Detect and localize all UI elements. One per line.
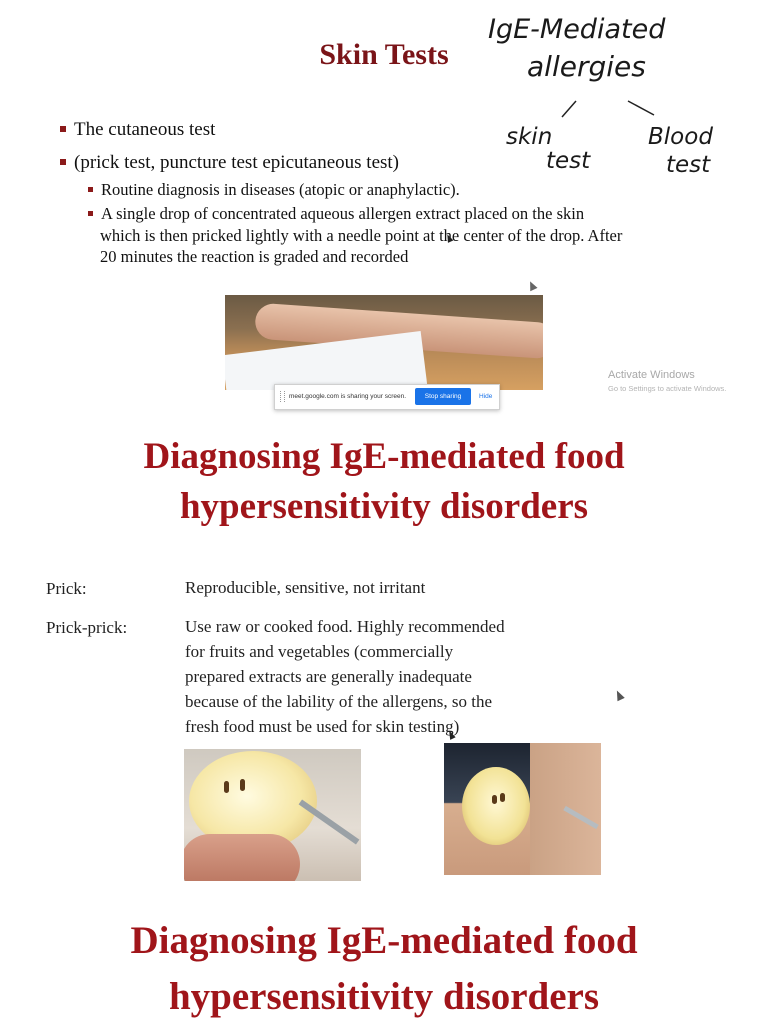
slide3-title-line1: Diagnosing IgE-mediated food: [130, 919, 638, 962]
handwriting-skin-test: test: [546, 148, 591, 174]
apple-prick-photo-1: [184, 749, 361, 881]
bullet-text: (prick test, puncture test epicutaneous test): [74, 152, 400, 173]
bullet-marker: [88, 211, 93, 216]
slide3-title-line2: hypersensitivity disorders: [168, 975, 600, 1018]
term-prick-prick: Prick-prick:: [46, 618, 128, 637]
bullet-marker: [60, 159, 66, 165]
desc-prick-prick-line4: because of the lability of the allergens, so the: [185, 692, 493, 711]
handwriting-allergies: allergies: [527, 50, 646, 83]
screen-share-bar: [274, 384, 500, 410]
desc-prick: Reproducible, sensitive, not irritant: [185, 578, 426, 597]
bullet-cutaneous-test: [60, 119, 215, 141]
handwriting-ige-mediated: IgE-Mediated: [488, 14, 666, 45]
sub-bullet-routine: [88, 179, 460, 200]
desc-prick-prick-line3: prepared extracts are generally inadequate: [185, 667, 472, 686]
desc-prick-prick-line1: Use raw or cooked food. Highly recommended: [185, 617, 505, 636]
apple-prick-photo-2: [444, 743, 601, 875]
handwriting-blood: Blood: [648, 124, 713, 150]
handwriting-blood-test: test: [666, 152, 711, 178]
mouse-cursor-icon: [526, 280, 537, 292]
term-prick: Prick:: [46, 579, 87, 598]
apple-half-image: [462, 767, 530, 845]
hand-image: [184, 834, 300, 881]
bullet-marker: [60, 126, 66, 132]
apple-seed-image: [492, 795, 497, 804]
mouse-cursor-icon: [613, 689, 624, 701]
slide2-title-line1: Diagnosing IgE-mediated food: [143, 436, 625, 477]
drag-handle-icon[interactable]: [280, 391, 285, 402]
apple-seed-image: [500, 793, 505, 802]
sub-bullet-drop-line3: 20 minutes the reaction is graded and recorded: [100, 247, 409, 266]
activate-windows-subtitle: Go to Settings to activate Windows.: [608, 384, 727, 393]
bullet-text: The cutaneous test: [74, 119, 216, 140]
sub-bullet-text: Routine diagnosis in diseases (atopic or anaphylactic).: [101, 180, 460, 199]
desc-prick-prick-line2: for fruits and vegetables (commercially: [185, 642, 454, 661]
handwriting-skin: skin: [506, 124, 553, 150]
slide2-title-line2: hypersensitivity disorders: [179, 486, 589, 527]
handwriting-branch-lines: [550, 95, 660, 125]
activate-windows-title: Activate Windows: [608, 369, 695, 381]
desc-prick-prick-line5: fresh food must be used for skin testing): [185, 717, 460, 736]
hide-button[interactable]: Hide: [479, 393, 493, 400]
skin-prick-test-photo: [225, 295, 543, 390]
apple-seed-image: [224, 781, 229, 793]
bullet-marker: [88, 187, 93, 192]
bullet-prick-test: [60, 152, 399, 174]
sub-bullet-text: A single drop of concentrated aqueous allergen extract placed on the skin: [101, 204, 585, 223]
sub-bullet-drop: [88, 203, 728, 224]
share-message: meet.google.com is sharing your screen.: [289, 393, 407, 400]
apple-seed-image: [240, 779, 245, 791]
sub-bullet-drop-line2: which is then pricked lightly with a needle point at the center of the drop. After: [100, 226, 623, 245]
slide-title-skin-tests: Skin Tests: [319, 38, 449, 71]
stop-sharing-button[interactable]: Stop sharing: [415, 388, 471, 405]
